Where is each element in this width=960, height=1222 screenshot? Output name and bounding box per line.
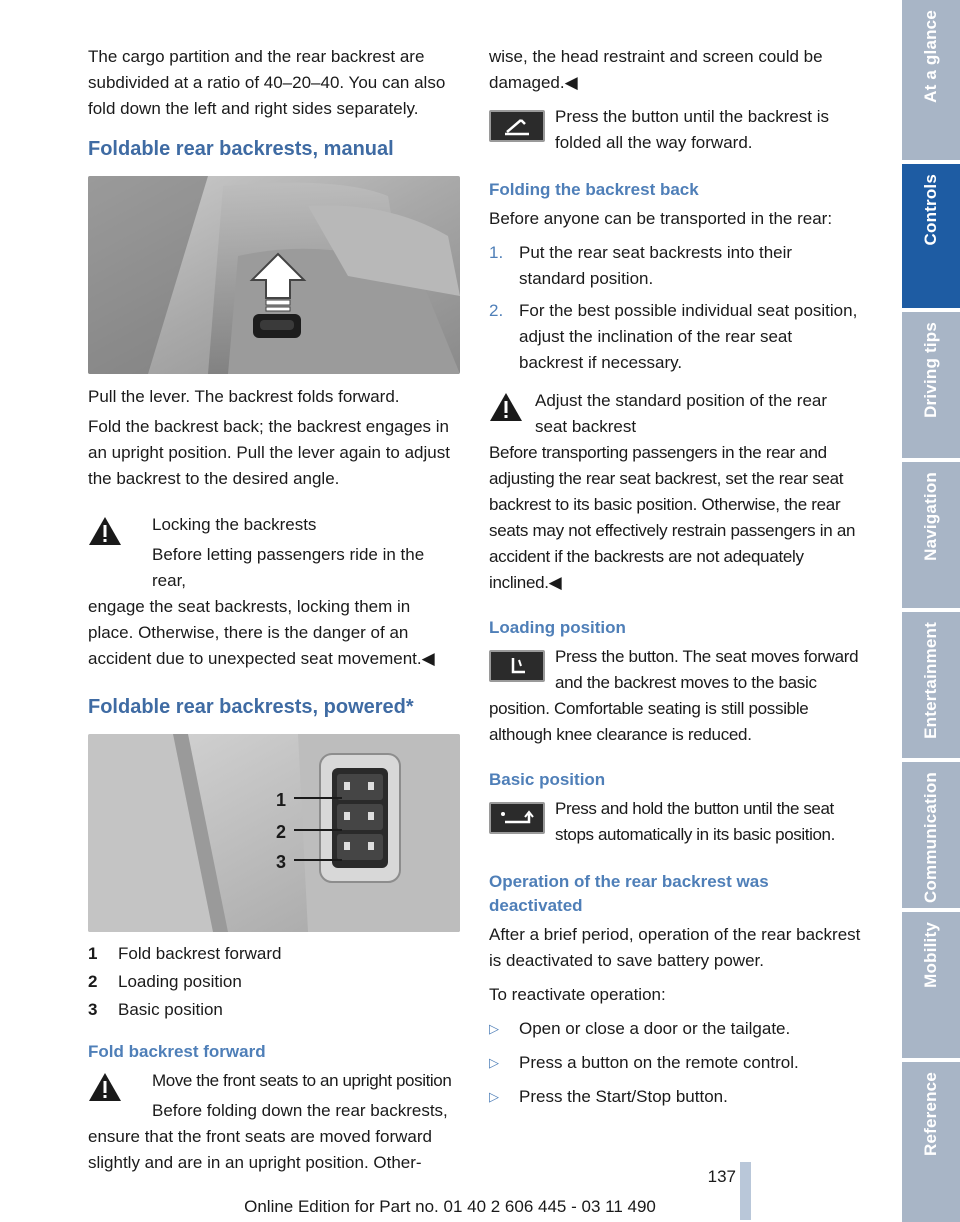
warning-title: Move the front seats to an upright position bbox=[152, 1071, 452, 1090]
before-transport-text: Before anyone can be transported in the rear: bbox=[489, 209, 833, 228]
loading-button-image bbox=[489, 650, 545, 682]
powered-buttons-photo bbox=[88, 734, 460, 932]
pull-lever-text: Pull the lever. The backrest folds forward. bbox=[88, 387, 400, 406]
basic-position-button-image bbox=[489, 802, 545, 834]
warning-locking bbox=[88, 512, 460, 672]
tab-mobility[interactable]: Mobility bbox=[902, 912, 960, 1058]
triangle-bullet-icon: ▷ bbox=[489, 1089, 499, 1104]
photo-label-2: 2 bbox=[276, 822, 287, 842]
loading-seat-icon bbox=[491, 652, 543, 680]
warning-title: Locking the backrests bbox=[152, 515, 317, 534]
step-item: 1. Put the rear seat backrests into their standard position. bbox=[489, 243, 793, 288]
legend-item: 2 Loading position bbox=[88, 972, 242, 991]
basic-button-block bbox=[489, 796, 861, 848]
warning-triangle-icon bbox=[88, 516, 122, 546]
warning-body: engage the seat backrests, locking them in place. Otherwise, there is the danger of an accident due to unexpected seat movement.◀ bbox=[88, 597, 435, 668]
loading-heading: Loading position bbox=[489, 618, 626, 637]
list-item: ▷ Press the Start/Stop button. bbox=[489, 1084, 861, 1110]
chapter-tabs bbox=[902, 0, 960, 1222]
list-item: ▷ Open or close a door or the tailgate. bbox=[489, 1016, 861, 1042]
basic-position-icon bbox=[491, 804, 543, 832]
triangle-bullet-icon: ▷ bbox=[489, 1021, 499, 1036]
warning-triangle-icon bbox=[88, 1072, 122, 1102]
list-item: ▷ Press a button on the remote control. bbox=[489, 1050, 861, 1076]
basic-heading: Basic position bbox=[489, 770, 606, 789]
button-panel-illustration bbox=[88, 734, 460, 932]
warning-body: ensure that the front seats are moved forward slightly and are in an upright position. Other- bbox=[88, 1127, 432, 1172]
photo-label-1: 1 bbox=[276, 790, 287, 810]
basic-text: Press and hold the button until the seat stops automatically in its basic position. bbox=[555, 799, 835, 844]
tab-reference[interactable]: Reference bbox=[902, 1062, 960, 1222]
loading-button-block bbox=[489, 644, 861, 748]
warning-body-first: Before folding down the rear backrests, bbox=[152, 1101, 448, 1120]
intro-paragraph: The cargo partition and the rear backrest are subdivided at a ratio of 40–20–40. You can also fold down the left and right sides separately. bbox=[88, 47, 446, 118]
fold-button-block bbox=[489, 104, 861, 156]
legend-list bbox=[88, 940, 460, 1024]
tab-driving-tips[interactable]: Driving tips bbox=[902, 312, 960, 458]
warning-body-first: Before letting passengers ride in the rear, bbox=[152, 545, 425, 590]
legend-item: 3 Basic position bbox=[88, 1000, 223, 1019]
fold-back-heading: Folding the backrest back bbox=[489, 180, 699, 199]
fold-forward-heading: Fold backrest forward bbox=[88, 1042, 266, 1061]
warning-triangle-icon bbox=[489, 392, 523, 422]
warning-body: Before transporting passengers in the rear and adjusting the rear seat backrest, set the rear seat backrest to its basic position. Otherwise, the rear seats may not effectively restrain passengers in an accident if the backrests are not adequately inclined.◀ bbox=[489, 443, 856, 592]
step-item: 2. For the best possible individual seat position, adjust the inclination of the rear seat backrest if necessary. bbox=[489, 301, 858, 372]
manual-lever-photo bbox=[88, 176, 460, 374]
seat-lever-illustration bbox=[88, 176, 460, 374]
reactivate-label: To reactivate operation: bbox=[489, 985, 666, 1004]
page-number: 137 bbox=[707, 1167, 736, 1186]
photo-label-3: 3 bbox=[276, 852, 287, 872]
press-fold-text: Press the button until the backrest is folded all the way forward. bbox=[555, 107, 830, 152]
legend-item: 1 Fold backrest forward bbox=[88, 944, 282, 963]
tab-entertainment[interactable]: Entertainment bbox=[902, 612, 960, 758]
triangle-bullet-icon: ▷ bbox=[489, 1055, 499, 1070]
manual-heading: Foldable rear backrests, manual bbox=[88, 138, 394, 160]
steps-list bbox=[489, 240, 861, 376]
reactivate-list bbox=[489, 1016, 861, 1110]
left-column bbox=[88, 44, 460, 1184]
tab-communication[interactable]: Communication bbox=[902, 762, 960, 908]
warning-front-seats bbox=[88, 1068, 460, 1176]
warning-standard-position bbox=[489, 388, 861, 596]
edition-footer: Online Edition for Part no. 01 40 2 606 445 - 03 11 490 bbox=[244, 1197, 656, 1216]
deactivated-heading: Operation of the rear backrest was deactivated bbox=[489, 872, 769, 915]
fold-back-text: Fold the backrest back; the backrest engages in an upright position. Pull the lever again to adjust the backrest to the desired angle. bbox=[88, 417, 450, 488]
tab-controls[interactable]: Controls bbox=[902, 164, 960, 308]
fold-seat-icon bbox=[491, 112, 543, 140]
deactivated-text: After a brief period, operation of the rear backrest is deactivated to save battery power. bbox=[489, 925, 861, 970]
powered-heading: Foldable rear backrests, powered* bbox=[88, 696, 414, 718]
tab-navigation[interactable]: Navigation bbox=[902, 462, 960, 608]
continued-text: wise, the head restraint and screen could be damaged.◀ bbox=[489, 47, 823, 92]
tab-at-a-glance[interactable]: At a glance bbox=[902, 0, 960, 160]
loading-text: Press the button. The seat moves forward and the backrest moves to the basic position. Comfortable seating is still possible although knee clearance is reduced. bbox=[489, 647, 859, 744]
fold-backrest-button-image bbox=[489, 110, 545, 142]
warning-title: Adjust the standard position of the rear seat backrest bbox=[535, 391, 828, 436]
right-column bbox=[489, 44, 861, 1118]
